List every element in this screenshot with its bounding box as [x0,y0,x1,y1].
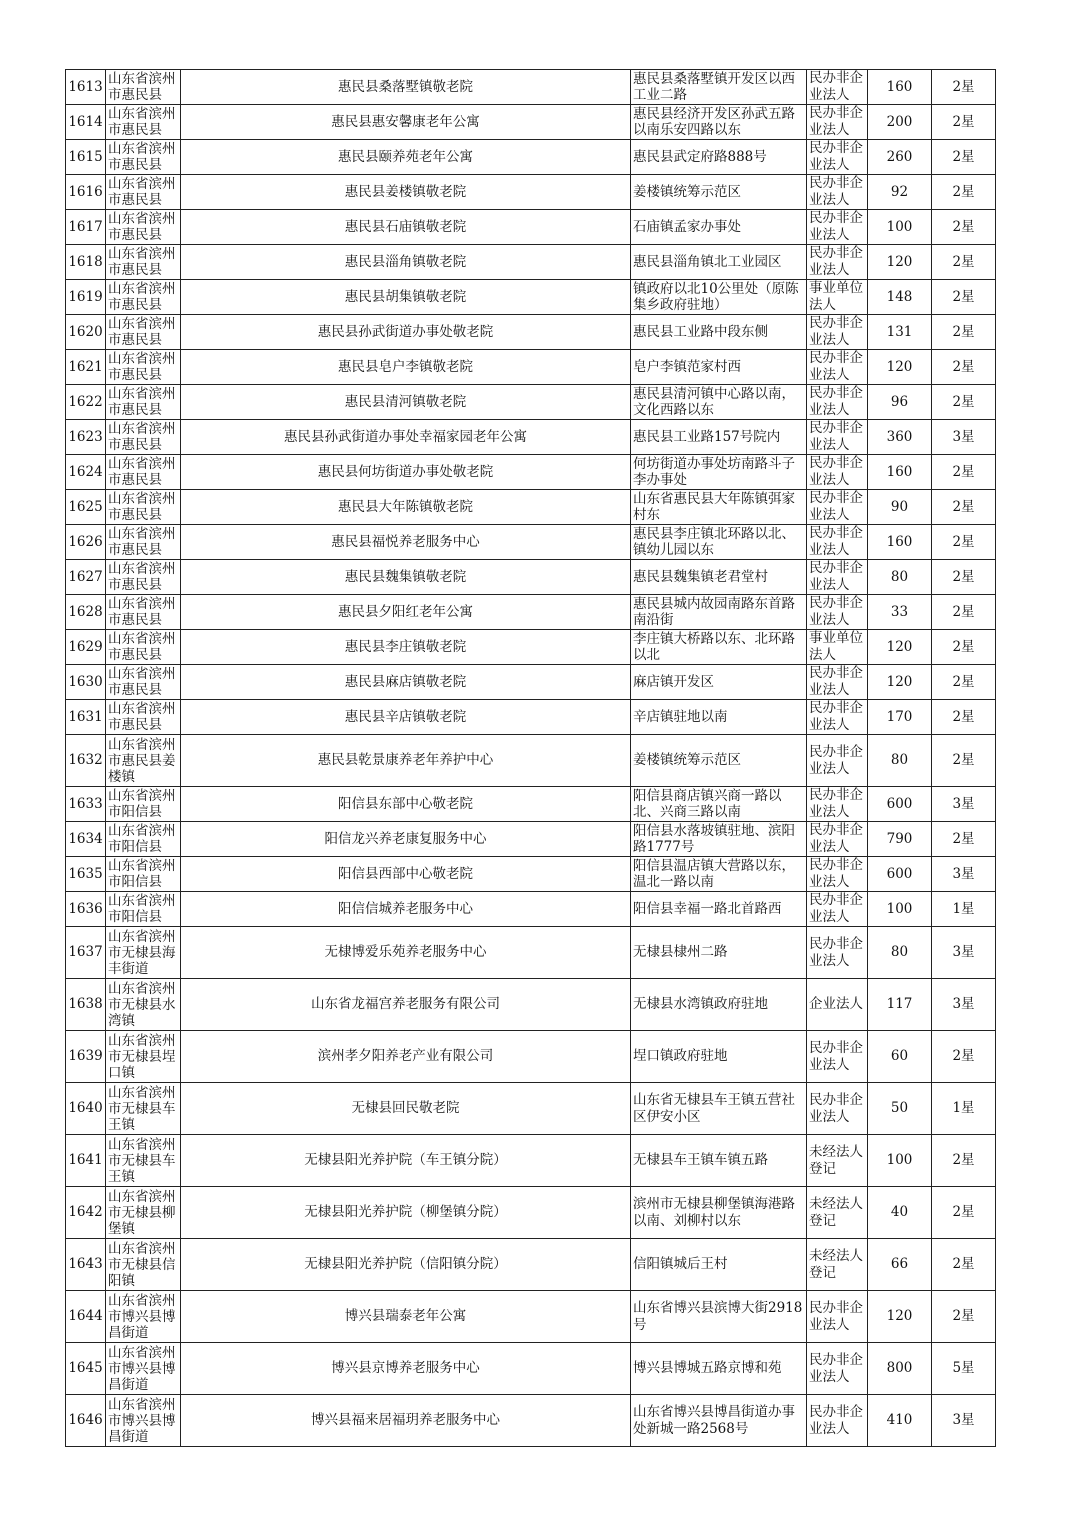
institution-name: 惠民县福悦养老服务中心 [181,525,631,560]
institution-name: 无棣县阳光养护院（柳堡镇分院） [181,1187,631,1239]
legal-type-cell: 民办非企业法人 [807,735,868,787]
address-cell: 惠民县城内故园南路东首路南沿街 [631,595,807,630]
table-row [66,1187,996,1239]
table-row [66,1083,996,1135]
legal-type-cell: 民办非企业法人 [807,1083,868,1135]
address-cell: 无棣县水湾镇政府驻地 [631,979,807,1031]
row-number: 1619 [66,280,106,315]
row-number: 1639 [66,1031,106,1083]
address-cell: 麻店镇开发区 [631,665,807,700]
region-cell: 山东省滨州市无棣县埕口镇 [106,1031,181,1083]
table-row [66,892,996,927]
region-cell: 山东省滨州市博兴县博昌街道 [106,1343,181,1395]
address-cell: 惠民县清河镇中心路以南，文化西路以东 [631,385,807,420]
row-number: 1635 [66,857,106,892]
address-cell: 无棣县车王镇车镇五路 [631,1135,807,1187]
star-rating-cell: 2星 [932,455,996,490]
region-cell: 山东省滨州市惠民县 [106,70,181,105]
institution-name: 阳信县西部中心敬老院 [181,857,631,892]
star-rating-cell: 2星 [932,1239,996,1291]
row-number: 1620 [66,315,106,350]
address-cell: 博兴县博城五路京博和苑 [631,1343,807,1395]
region-cell: 山东省滨州市惠民县 [106,385,181,420]
row-number: 1621 [66,350,106,385]
star-rating-cell: 2星 [932,1187,996,1239]
bed-count-cell: 66 [868,1239,932,1291]
address-cell: 李庄镇大桥路以东、北环路以北 [631,630,807,665]
table-body [66,70,996,1447]
star-rating-cell: 2星 [932,1031,996,1083]
legal-type-cell: 民办非企业法人 [807,140,868,175]
row-number: 1617 [66,210,106,245]
row-number: 1630 [66,665,106,700]
legal-type-cell: 民办非企业法人 [807,1343,868,1395]
star-rating-cell: 3星 [932,420,996,455]
address-cell: 姜楼镇统筹示范区 [631,175,807,210]
address-cell: 信阳镇城后王村 [631,1239,807,1291]
row-number: 1618 [66,245,106,280]
table-row [66,420,996,455]
institution-name: 惠民县魏集镇敬老院 [181,560,631,595]
institution-name: 惠民县孙武街道办事处敬老院 [181,315,631,350]
table-row [66,280,996,315]
row-number: 1627 [66,560,106,595]
star-rating-cell: 2星 [932,70,996,105]
star-rating-cell: 2星 [932,560,996,595]
address-cell: 山东省博兴县滨博大街2918号 [631,1291,807,1343]
star-rating-cell: 2星 [932,140,996,175]
row-number: 1628 [66,595,106,630]
bed-count-cell: 800 [868,1343,932,1395]
table-row [66,1031,996,1083]
star-rating-cell: 3星 [932,787,996,822]
table-row [66,700,996,735]
institution-name: 惠民县辛店镇敬老院 [181,700,631,735]
institution-name: 无棣县回民敬老院 [181,1083,631,1135]
institution-name: 惠民县夕阳红老年公寓 [181,595,631,630]
region-cell: 山东省滨州市惠民县 [106,455,181,490]
star-rating-cell: 2星 [932,630,996,665]
bed-count-cell: 170 [868,700,932,735]
region-cell: 山东省滨州市惠民县 [106,420,181,455]
address-cell: 惠民县武定府路888号 [631,140,807,175]
address-cell: 阳信县幸福一路北首路西 [631,892,807,927]
star-rating-cell: 1星 [932,892,996,927]
bed-count-cell: 40 [868,1187,932,1239]
address-cell: 惠民县经济开发区孙武五路以南乐安四路以东 [631,105,807,140]
bed-count-cell: 790 [868,822,932,857]
table-row [66,665,996,700]
institution-name: 博兴县瑞泰老年公寓 [181,1291,631,1343]
row-number: 1636 [66,892,106,927]
legal-type-cell: 民办非企业法人 [807,1291,868,1343]
institution-name: 惠民县惠安馨康老年公寓 [181,105,631,140]
region-cell: 山东省滨州市惠民县 [106,245,181,280]
row-number: 1645 [66,1343,106,1395]
legal-type-cell: 民办非企业法人 [807,70,868,105]
institution-name: 阳信县东部中心敬老院 [181,787,631,822]
legal-type-cell: 民办非企业法人 [807,595,868,630]
institution-name: 无棣县阳光养护院（信阳镇分院） [181,1239,631,1291]
table-row [66,350,996,385]
row-number: 1631 [66,700,106,735]
star-rating-cell: 2星 [932,210,996,245]
institution-name: 阳信龙兴养老康复服务中心 [181,822,631,857]
table-row [66,105,996,140]
address-cell: 何坊街道办事处坊南路斗子李办事处 [631,455,807,490]
star-rating-cell: 2星 [932,822,996,857]
address-cell: 惠民县工业路157号院内 [631,420,807,455]
row-number: 1615 [66,140,106,175]
region-cell: 山东省滨州市阳信县 [106,857,181,892]
table-row [66,927,996,979]
row-number: 1624 [66,455,106,490]
legal-type-cell: 民办非企业法人 [807,245,868,280]
address-cell: 惠民县魏集镇老君堂村 [631,560,807,595]
legal-type-cell: 民办非企业法人 [807,385,868,420]
table-row [66,857,996,892]
region-cell: 山东省滨州市无棣县柳堡镇 [106,1187,181,1239]
table-row [66,315,996,350]
bed-count-cell: 100 [868,892,932,927]
table-row [66,70,996,105]
legal-type-cell: 民办非企业法人 [807,175,868,210]
row-number: 1629 [66,630,106,665]
region-cell: 山东省滨州市阳信县 [106,892,181,927]
table-row [66,245,996,280]
bed-count-cell: 120 [868,350,932,385]
region-cell: 山东省滨州市惠民县 [106,350,181,385]
star-rating-cell: 2星 [932,665,996,700]
table-row [66,595,996,630]
row-number: 1640 [66,1083,106,1135]
star-rating-cell: 2星 [932,735,996,787]
bed-count-cell: 80 [868,735,932,787]
star-rating-cell: 2星 [932,105,996,140]
table-row [66,175,996,210]
legal-type-cell: 民办非企业法人 [807,315,868,350]
legal-type-cell: 民办非企业法人 [807,1395,868,1447]
institution-name: 惠民县桑落墅镇敬老院 [181,70,631,105]
bed-count-cell: 60 [868,1031,932,1083]
region-cell: 山东省滨州市惠民县 [106,315,181,350]
bed-count-cell: 600 [868,857,932,892]
address-cell: 惠民县李庄镇北环路以北、镇幼儿园以东 [631,525,807,560]
table-row [66,1135,996,1187]
table-row [66,630,996,665]
bed-count-cell: 160 [868,525,932,560]
address-cell: 辛店镇驻地以南 [631,700,807,735]
region-cell: 山东省滨州市惠民县 [106,665,181,700]
region-cell: 山东省滨州市惠民县 [106,560,181,595]
row-number: 1613 [66,70,106,105]
table-row [66,787,996,822]
address-cell: 惠民县工业路中段东侧 [631,315,807,350]
row-number: 1634 [66,822,106,857]
region-cell: 山东省滨州市惠民县 [106,175,181,210]
elder-care-table [65,69,996,1447]
table-row [66,822,996,857]
legal-type-cell: 事业单位法人 [807,630,868,665]
institution-name: 惠民县李庄镇敬老院 [181,630,631,665]
region-cell: 山东省滨州市博兴县博昌街道 [106,1291,181,1343]
address-cell: 惠民县淄角镇北工业园区 [631,245,807,280]
bed-count-cell: 92 [868,175,932,210]
institution-name: 博兴县福来居福玥养老服务中心 [181,1395,631,1447]
row-number: 1616 [66,175,106,210]
star-rating-cell: 2星 [932,350,996,385]
bed-count-cell: 360 [868,420,932,455]
address-cell: 镇政府以北10公里处（原陈集乡政府驻地） [631,280,807,315]
table-row [66,979,996,1031]
address-cell: 山东省惠民县大年陈镇弭家村东 [631,490,807,525]
bed-count-cell: 96 [868,385,932,420]
star-rating-cell: 3星 [932,857,996,892]
row-number: 1646 [66,1395,106,1447]
star-rating-cell: 2星 [932,490,996,525]
institution-name: 无棣县阳光养护院（车王镇分院） [181,1135,631,1187]
bed-count-cell: 120 [868,245,932,280]
region-cell: 山东省滨州市博兴县博昌街道 [106,1395,181,1447]
institution-name: 无棣博爱乐苑养老服务中心 [181,927,631,979]
legal-type-cell: 民办非企业法人 [807,210,868,245]
table-row [66,140,996,175]
table-row [66,385,996,420]
bed-count-cell: 80 [868,927,932,979]
legal-type-cell: 民办非企业法人 [807,892,868,927]
address-cell: 阳信县温店镇大营路以东，温北一路以南 [631,857,807,892]
bed-count-cell: 200 [868,105,932,140]
star-rating-cell: 3星 [932,1395,996,1447]
address-cell: 姜楼镇统筹示范区 [631,735,807,787]
institution-name: 惠民县颐养苑老年公寓 [181,140,631,175]
bed-count-cell: 600 [868,787,932,822]
star-rating-cell: 2星 [932,1291,996,1343]
table-row [66,490,996,525]
table-row [66,455,996,490]
legal-type-cell: 民办非企业法人 [807,700,868,735]
region-cell: 山东省滨州市无棣县车王镇 [106,1083,181,1135]
row-number: 1622 [66,385,106,420]
table-row [66,1343,996,1395]
star-rating-cell: 3星 [932,979,996,1031]
star-rating-cell: 1星 [932,1083,996,1135]
legal-type-cell: 民办非企业法人 [807,525,868,560]
region-cell: 山东省滨州市惠民县 [106,280,181,315]
region-cell: 山东省滨州市惠民县 [106,525,181,560]
region-cell: 山东省滨州市惠民县 [106,630,181,665]
region-cell: 山东省滨州市惠民县 [106,210,181,245]
star-rating-cell: 2星 [932,280,996,315]
table-row [66,560,996,595]
legal-type-cell: 未经法人登记 [807,1135,868,1187]
institution-name: 惠民县淄角镇敬老院 [181,245,631,280]
address-cell: 山东省博兴县博昌街道办事处新城一路2568号 [631,1395,807,1447]
institution-name: 惠民县乾景康养老年养护中心 [181,735,631,787]
legal-type-cell: 民办非企业法人 [807,665,868,700]
bed-count-cell: 90 [868,490,932,525]
region-cell: 山东省滨州市惠民县 [106,140,181,175]
region-cell: 山东省滨州市惠民县 [106,490,181,525]
table-row [66,525,996,560]
legal-type-cell: 事业单位法人 [807,280,868,315]
row-number: 1633 [66,787,106,822]
institution-name: 惠民县皂户李镇敬老院 [181,350,631,385]
row-number: 1626 [66,525,106,560]
legal-type-cell: 民办非企业法人 [807,105,868,140]
legal-type-cell: 民办非企业法人 [807,420,868,455]
legal-type-cell: 未经法人登记 [807,1239,868,1291]
star-rating-cell: 2星 [932,525,996,560]
address-cell: 惠民县桑落墅镇开发区以西工业二路 [631,70,807,105]
legal-type-cell: 民办非企业法人 [807,822,868,857]
bed-count-cell: 148 [868,280,932,315]
region-cell: 山东省滨州市惠民县 [106,105,181,140]
region-cell: 山东省滨州市无棣县车王镇 [106,1135,181,1187]
table-row [66,735,996,787]
star-rating-cell: 2星 [932,315,996,350]
address-cell: 无棣县棣州二路 [631,927,807,979]
star-rating-cell: 3星 [932,927,996,979]
bed-count-cell: 100 [868,210,932,245]
bed-count-cell: 260 [868,140,932,175]
star-rating-cell: 2星 [932,385,996,420]
table-row [66,1239,996,1291]
star-rating-cell: 2星 [932,1135,996,1187]
region-cell: 山东省滨州市惠民县 [106,595,181,630]
legal-type-cell: 民办非企业法人 [807,1031,868,1083]
legal-type-cell: 民办非企业法人 [807,455,868,490]
legal-type-cell: 民办非企业法人 [807,787,868,822]
region-cell: 山东省滨州市无棣县信阳镇 [106,1239,181,1291]
legal-type-cell: 企业法人 [807,979,868,1031]
row-number: 1643 [66,1239,106,1291]
bed-count-cell: 160 [868,455,932,490]
legal-type-cell: 民办非企业法人 [807,490,868,525]
row-number: 1623 [66,420,106,455]
row-number: 1638 [66,979,106,1031]
region-cell: 山东省滨州市无棣县海丰街道 [106,927,181,979]
row-number: 1637 [66,927,106,979]
bed-count-cell: 410 [868,1395,932,1447]
address-cell: 滨州市无棣县柳堡镇海港路以南、刘柳村以东 [631,1187,807,1239]
star-rating-cell: 2星 [932,245,996,280]
address-cell: 山东省无棣县车王镇五营社区伊安小区 [631,1083,807,1135]
bed-count-cell: 80 [868,560,932,595]
bed-count-cell: 33 [868,595,932,630]
institution-name: 惠民县孙武街道办事处幸福家园老年公寓 [181,420,631,455]
institution-name: 惠民县何坊街道办事处敬老院 [181,455,631,490]
legal-type-cell: 民办非企业法人 [807,927,868,979]
row-number: 1614 [66,105,106,140]
institution-name: 阳信信城养老服务中心 [181,892,631,927]
institution-name: 山东省龙福宫养老服务有限公司 [181,979,631,1031]
row-number: 1642 [66,1187,106,1239]
region-cell: 山东省滨州市阳信县 [106,787,181,822]
table-row [66,1395,996,1447]
star-rating-cell: 2星 [932,175,996,210]
row-number: 1632 [66,735,106,787]
address-cell: 阳信县商店镇兴商一路以北、兴商三路以南 [631,787,807,822]
star-rating-cell: 5星 [932,1343,996,1395]
address-cell: 石庙镇孟家办事处 [631,210,807,245]
institution-name: 惠民县清河镇敬老院 [181,385,631,420]
table-row [66,210,996,245]
row-number: 1641 [66,1135,106,1187]
row-number: 1644 [66,1291,106,1343]
region-cell: 山东省滨州市惠民县 [106,700,181,735]
institution-name: 惠民县麻店镇敬老院 [181,665,631,700]
address-cell: 埕口镇政府驻地 [631,1031,807,1083]
legal-type-cell: 民办非企业法人 [807,560,868,595]
institution-name: 惠民县姜楼镇敬老院 [181,175,631,210]
star-rating-cell: 2星 [932,595,996,630]
legal-type-cell: 未经法人登记 [807,1187,868,1239]
bed-count-cell: 160 [868,70,932,105]
star-rating-cell: 2星 [932,700,996,735]
institution-name: 惠民县石庙镇敬老院 [181,210,631,245]
table-row [66,1291,996,1343]
bed-count-cell: 120 [868,630,932,665]
bed-count-cell: 100 [868,1135,932,1187]
address-cell: 阳信县水落坡镇驻地、滨阳路1777号 [631,822,807,857]
bed-count-cell: 131 [868,315,932,350]
bed-count-cell: 120 [868,1291,932,1343]
institution-name: 滨州孝夕阳养老产业有限公司 [181,1031,631,1083]
bed-count-cell: 117 [868,979,932,1031]
region-cell: 山东省滨州市惠民县姜楼镇 [106,735,181,787]
row-number: 1625 [66,490,106,525]
region-cell: 山东省滨州市阳信县 [106,822,181,857]
institution-name: 惠民县胡集镇敬老院 [181,280,631,315]
bed-count-cell: 50 [868,1083,932,1135]
address-cell: 皂户李镇范家村西 [631,350,807,385]
legal-type-cell: 民办非企业法人 [807,857,868,892]
institution-name: 惠民县大年陈镇敬老院 [181,490,631,525]
bed-count-cell: 120 [868,665,932,700]
institution-name: 博兴县京博养老服务中心 [181,1343,631,1395]
region-cell: 山东省滨州市无棣县水湾镇 [106,979,181,1031]
legal-type-cell: 民办非企业法人 [807,350,868,385]
